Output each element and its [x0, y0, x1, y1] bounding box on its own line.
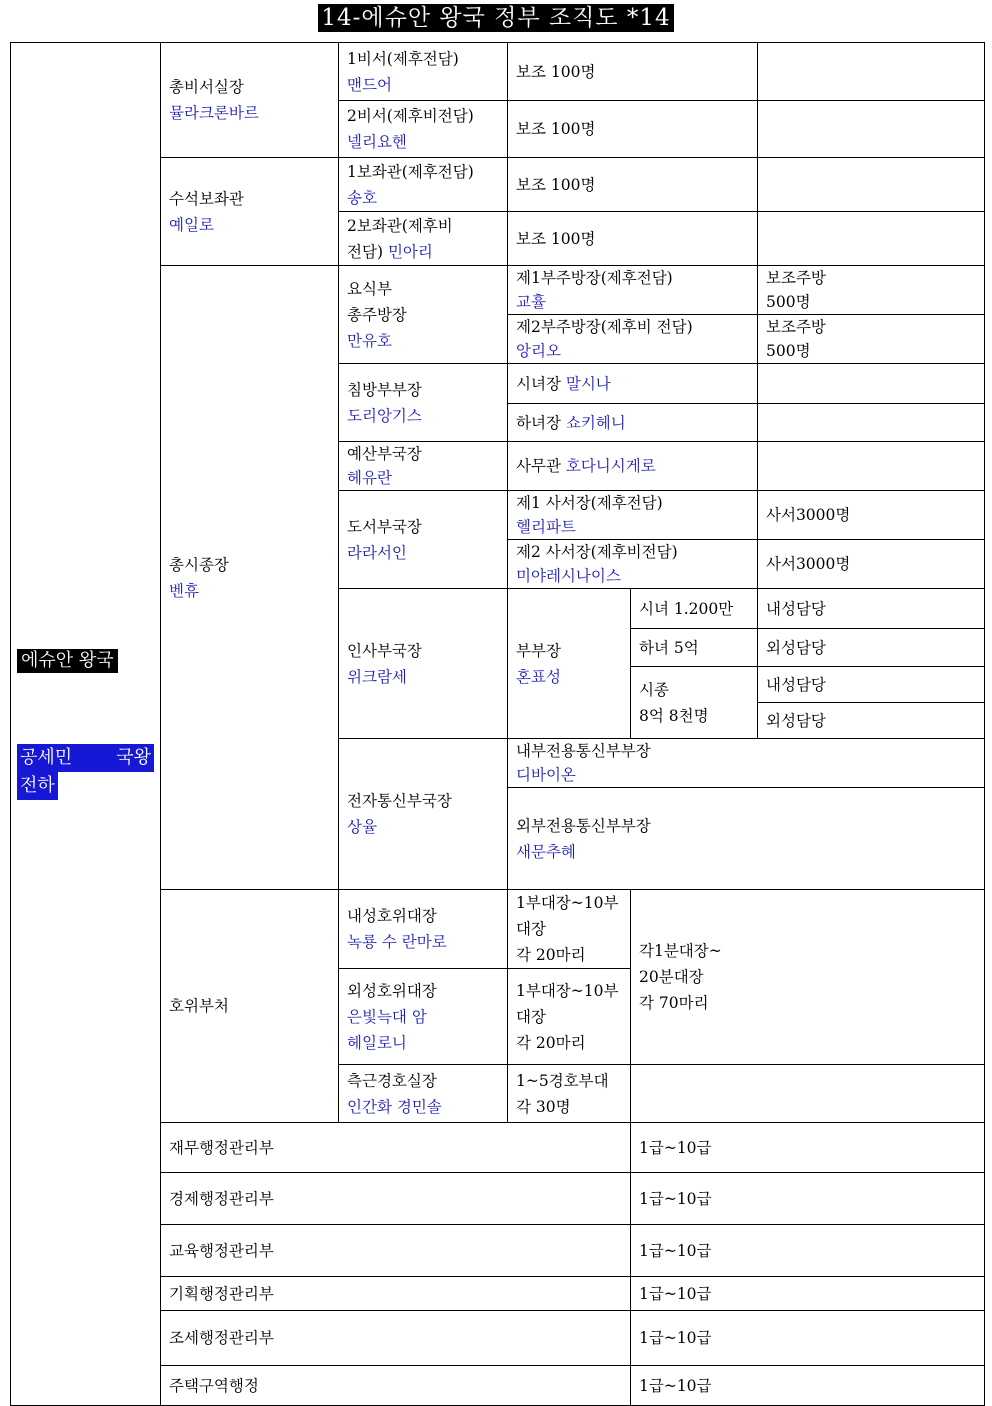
outer-guard-units-l2: 대장: [516, 1007, 546, 1026]
inner-guard-units-l1: 1부대장~10부: [516, 894, 619, 912]
librarian-2-cell: [508, 540, 758, 589]
king-title: 국왕: [116, 747, 151, 768]
librarian-2-title: 제2 사서장(제후비전담): [516, 543, 678, 561]
outer-guard-name-l2: 헤일로니: [347, 1033, 407, 1052]
internal-comm-name: 디바이온: [516, 766, 576, 784]
king-suffix: 전하: [17, 772, 58, 800]
admin-dept-name: 주택구역행정: [161, 1366, 631, 1406]
empty-cell: [758, 158, 985, 212]
empty-cell: [758, 404, 985, 442]
title-wrapper: [0, 4, 992, 32]
library-cell: [339, 491, 508, 589]
secretary-1-staff: 보조 100명: [508, 43, 758, 101]
chief-secretary-name: 뮬라크론바르: [169, 104, 259, 122]
secretary-1-cell: [339, 43, 508, 101]
admin-dept-grade: 1급~10급: [631, 1366, 985, 1406]
clerk-cell: [508, 442, 758, 491]
close-guard-units-l2: 각 30명: [516, 1097, 571, 1116]
head-maid-title: 시녀장: [516, 374, 561, 393]
squad-cell: [631, 890, 985, 1065]
inner-guard-units-l3: 각 20마리: [516, 946, 586, 964]
org-chart-table: [10, 42, 985, 1406]
external-comm-cell: [508, 788, 985, 890]
librarian-1-cell: [508, 491, 758, 540]
external-comm-name: 새문추혜: [516, 842, 576, 861]
secretary-1-name: 맨드어: [347, 75, 392, 94]
hr-count-1: 시녀 1.200만: [631, 589, 758, 629]
budget-name: 헤유란: [347, 469, 392, 487]
close-guard-name: 인간화 경민솔: [347, 1097, 442, 1116]
chamberlain-title: 총시종장: [169, 555, 229, 574]
squad-l1: 각1분대장~: [639, 942, 722, 960]
aide-2-title-2: 전담): [347, 242, 383, 261]
aide-2-name: 민아리: [387, 242, 433, 261]
hr-count-3-label: 시종: [639, 680, 669, 699]
sous-chef-1-name: 교휼: [516, 293, 546, 311]
hr-title: 인사부국장: [347, 641, 422, 660]
chief-secretary-cell: [161, 43, 339, 158]
head-maid-name: 말시나: [565, 374, 611, 393]
sous-chef-2-count-value: 500명: [766, 342, 811, 360]
telecom-title: 전자통신부국장: [347, 792, 452, 810]
admin-dept-grade: 1급~10급: [631, 1225, 985, 1277]
hr-dept-2: 외성담당: [758, 629, 985, 667]
budget-title: 예산부국장: [347, 445, 422, 463]
head-housemaid-cell: [508, 404, 758, 442]
admin-dept-name: 재무행정관리부: [161, 1123, 631, 1173]
aide-2-staff: 보조 100명: [508, 212, 758, 266]
aide-1-staff: 보조 100명: [508, 158, 758, 212]
hr-dept-3a: 내성담당: [758, 667, 985, 703]
king-name: 공세민: [20, 747, 73, 768]
sous-chef-1-title: 제1부주방장(제후전담): [516, 269, 673, 287]
secretary-2-staff: 보조 100명: [508, 101, 758, 158]
squad-l3: 각 70마리: [639, 994, 709, 1012]
sous-chef-1-cell: [508, 266, 758, 315]
head-housemaid-title: 하녀장: [516, 413, 561, 432]
hr-deputy-cell: [508, 589, 631, 739]
page-title: 14-에슈안 왕국 정부 조직도 *14: [318, 4, 673, 32]
inner-guard-name: 녹룡 수 란마로: [347, 933, 447, 951]
root-cell: [11, 43, 161, 1406]
budget-cell: [339, 442, 508, 491]
librarian-1-name: 헬리파트: [516, 518, 576, 536]
telecom-cell: [339, 739, 508, 890]
sous-chef-1-count-label: 보조주방: [766, 269, 826, 287]
sous-chef-2-count: [758, 315, 985, 364]
librarian-2-name: 미야레시나이스: [516, 567, 621, 585]
kitchen-dept: 요식부: [347, 279, 392, 298]
admin-dept-grade: 1급~10급: [631, 1277, 985, 1311]
aide-1-title: 1보좌관(제후전담): [347, 162, 474, 181]
admin-dept-grade: 1급~10급: [631, 1311, 985, 1366]
chamberlain-cell: [161, 266, 339, 890]
close-guard-units-l1: 1~5경호부대: [516, 1071, 609, 1090]
king-block: [17, 744, 154, 800]
telecom-name: 상율: [347, 818, 377, 836]
inner-guard-units-l2: 대장: [516, 920, 546, 938]
librarian-2-count: 사서3000명: [758, 540, 985, 589]
guard-cell: 호위부처: [161, 890, 339, 1123]
admin-dept-grade: 1급~10급: [631, 1173, 985, 1225]
admin-dept-name: 경제행정관리부: [161, 1173, 631, 1225]
head-maid-cell: [508, 364, 758, 404]
sous-chef-2-cell: [508, 315, 758, 364]
sous-chef-1-count: [758, 266, 985, 315]
kitchen-cell: [339, 266, 508, 364]
sous-chef-1-count-value: 500명: [766, 293, 811, 311]
bedchamber-cell: [339, 364, 508, 442]
secretary-2-cell: [339, 101, 508, 158]
bedchamber-title: 침방부부장: [347, 380, 422, 399]
chamberlain-name: 벤휴: [169, 581, 199, 600]
king-line-1: [17, 744, 154, 772]
inner-guard-title: 내성호위대장: [347, 907, 437, 925]
hr-dept-1: 내성담당: [758, 589, 985, 629]
admin-dept-name: 기획행정관리부: [161, 1277, 631, 1311]
chief-secretary-title: 총비서실장: [169, 78, 244, 96]
hr-deputy-name: 혼표성: [516, 667, 561, 686]
library-title: 도서부국장: [347, 517, 422, 536]
empty-cell: [758, 364, 985, 404]
librarian-1-title: 제1 사서장(제후전담): [516, 494, 663, 512]
aide-1-name: 송호: [347, 188, 377, 207]
internal-comm-title: 내부전용통신부부장: [516, 742, 651, 760]
bedchamber-name: 도리앙기스: [347, 406, 422, 425]
kingdom-label-wrap: [11, 648, 160, 674]
kitchen-head-name: 만유호: [347, 331, 392, 350]
clerk-name: 호다니시게로: [565, 457, 656, 475]
external-comm-title: 외부전용통신부부장: [516, 816, 651, 835]
outer-guard-cell: [339, 969, 508, 1065]
empty-cell: [631, 1065, 985, 1123]
library-name: 라라서인: [347, 543, 407, 562]
outer-guard-units-l3: 각 20마리: [516, 1033, 586, 1052]
hr-dept-3b: 외성담당: [758, 703, 985, 739]
head-housemaid-name: 쇼키헤니: [565, 413, 626, 432]
empty-cell: [758, 212, 985, 266]
admin-dept-grade: 1급~10급: [631, 1123, 985, 1173]
kingdom-label: 에슈안 왕국: [17, 649, 118, 673]
hr-count-2: 하녀 5억: [631, 629, 758, 667]
internal-comm-cell: [508, 739, 985, 788]
sous-chef-2-count-label: 보조주방: [766, 318, 826, 336]
close-guard-cell: [339, 1065, 508, 1123]
hr-count-3: [631, 667, 758, 739]
secretary-1-title: 1비서(제후전담): [347, 49, 459, 68]
sous-chef-2-title: 제2부주방장(제후비 전담): [516, 318, 693, 336]
hr-name: 위크람세: [347, 667, 407, 686]
hr-cell: [339, 589, 508, 739]
aide-2-title-1: 2보좌관(제후비: [347, 216, 453, 235]
secretary-2-title: 2비서(제후비전담): [347, 107, 474, 125]
close-guard-title: 측근경호실장: [347, 1071, 437, 1090]
aide-2-title-2-line: [347, 239, 499, 265]
close-guard-units: [508, 1065, 631, 1123]
secretary-2-name: 넬리요헨: [347, 133, 407, 151]
sous-chef-2-name: 앙리오: [516, 342, 561, 360]
hr-deputy-title: 부부장: [516, 641, 561, 660]
outer-guard-units: [508, 969, 631, 1065]
empty-cell: [758, 43, 985, 101]
senior-aide-title: 수석보좌관: [169, 189, 244, 208]
outer-guard-name-l1: 은빛늑대 암: [347, 1007, 427, 1026]
senior-aide-name: 예일로: [169, 215, 214, 234]
clerk-title: 사무관: [516, 457, 561, 475]
aide-1-cell: [339, 158, 508, 212]
inner-guard-units: [508, 890, 631, 969]
squad-l2: 20분대장: [639, 968, 704, 986]
admin-dept-name: 교육행정관리부: [161, 1225, 631, 1277]
empty-cell: [758, 101, 985, 158]
hr-count-3-value: 8억 8천명: [639, 706, 709, 725]
outer-guard-title: 외성호위대장: [347, 981, 437, 1000]
librarian-1-count: 사서3000명: [758, 491, 985, 540]
senior-aide-cell: [161, 158, 339, 266]
inner-guard-cell: [339, 890, 508, 969]
aide-2-cell: [339, 212, 508, 266]
outer-guard-units-l1: 1부대장~10부: [516, 981, 619, 1000]
kitchen-head-title: 총주방장: [347, 305, 407, 324]
empty-cell: [758, 442, 985, 491]
admin-dept-name: 조세행정관리부: [161, 1311, 631, 1366]
